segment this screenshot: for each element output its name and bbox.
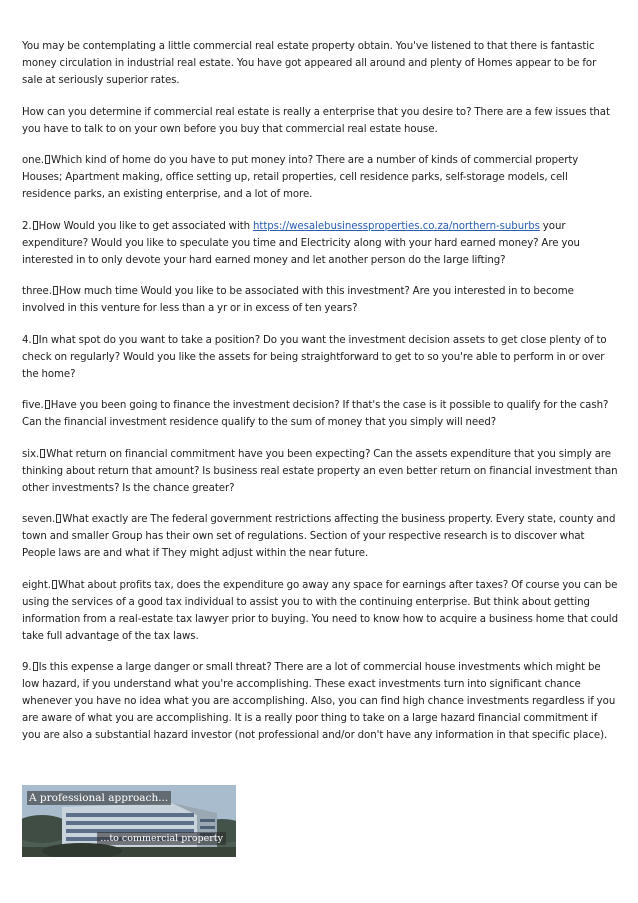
item-number: eight. [22,579,51,591]
item-number: 2. [22,220,32,232]
northern-suburbs-link[interactable]: https://wesalebusinessproperties.co.za/northern-suburbs [252,220,540,232]
item-text: How much time Would you like to be associated with this investment? Are you interested in to become involved in this venture for less than a yr or in excess of ten years? [22,286,574,314]
paragraph-item-5 [22,397,618,431]
paragraph-intro: You may be contemplating a little commercial real estate property obtain. You've listened to that there is fantastic money circulation in industrial real estate. You have got appeared all around and plenty of Homes appear to be for sale at seriously superior rates. [22,41,597,86]
item-text: Is this expense a large danger or small threat? There are a lot of commercial house investments which might be low hazard, if you understand what you're accomplishing. These exact investments turn into significant chance whenever you have no idea what you are accomplishing. Also, you can find high chance investments regardless if you are aware of what you are accomplishing. It is a really poor thing to take on a large hazard financial commitment if you are also a substantial hazard investor (not professional and/or don't have any information in that specific place). [22,662,616,741]
missing-glyph-icon [56,514,61,523]
paragraph-item-2 [22,218,618,269]
item-number: one. [22,155,44,166]
item-text: Which kind of home do you have to put money into? There are a number of kinds of commercial property Houses; Apartment making, office setting up, retail properties, cell residence parks, self-storage models, cell residence parks, an existing enterprise, and a lot of more. [22,155,579,200]
item-text: What exactly are The federal government restrictions affecting the business property. Every state, county and town and smaller Group has their own set of regulations. Section of your respective research is to discover what People laws are and what if They might adjust within the near future. [22,514,616,559]
item-number: five. [22,400,44,411]
item-text: In what spot do you want to take a position? Do you want the investment decision assets to get close plenty of to check on regularly? Would you like the assets for being straightforward to get to so you're able to perform in or over the home? [22,334,607,380]
item-text: How Would you like to get associated with [38,220,253,232]
photo-caption-top: A professional approach... [27,791,171,805]
item-number: 4. [22,334,32,346]
photo-caption-bottom: ...to commercial property [97,832,226,845]
item-number: 9. [22,662,32,673]
item-text: Have you been going to finance the investment decision? If that's the case is it possible to qualify for the cash? Can the financial investment residence qualify to the sum of money that you simply will need? [22,400,609,428]
paragraph-item-3 [22,283,618,317]
paragraph-item-1 [22,152,618,203]
paragraph-item-8 [22,577,618,645]
article-body [22,38,618,759]
item-number: three. [22,286,52,297]
paragraph-item-6 [22,446,618,497]
item-number: seven. [22,514,56,525]
paragraph-questions: How can you determine if commercial real estate is really a enterprise that you desire to? There are a few issues that you have to talk to on your own before you buy that commercial real estate house. [22,106,610,135]
missing-glyph-icon [33,335,38,344]
missing-glyph-icon [33,221,38,230]
missing-glyph-icon [52,580,57,589]
missing-glyph-icon [40,449,45,458]
missing-glyph-icon [45,155,50,164]
missing-glyph-icon [53,286,58,295]
commercial-property-photo [22,785,236,857]
missing-glyph-icon [33,662,38,671]
paragraph-item-4 [22,332,618,383]
missing-glyph-icon [45,400,50,409]
paragraph-item-9 [22,659,618,744]
item-number: six. [22,448,40,460]
item-text: What about profits tax, does the expenditure go away any space for earnings after taxes? Of course you can be using the services of a good tax individual to assist you to with the continuing enterprise. But think about getting information from a real-estate tax lawyer prior to buying. You need to know how to acquire a business home that could take full advantage of the tax laws. [22,579,619,642]
paragraph-item-7 [22,511,618,562]
item-text-continued: your expenditure? Would you like to speculate you time and Electricity along with your hard earned money? Are you interested in to only devote your hard earned money and let another person do the large lifting? [22,220,580,266]
item-text: What return on financial commitment have you been expecting? Can the assets expenditure that you simply are thinking about return that amount? Is business real estate property an even better return on financial investment than other investments? Is the chance greater? [22,448,618,494]
